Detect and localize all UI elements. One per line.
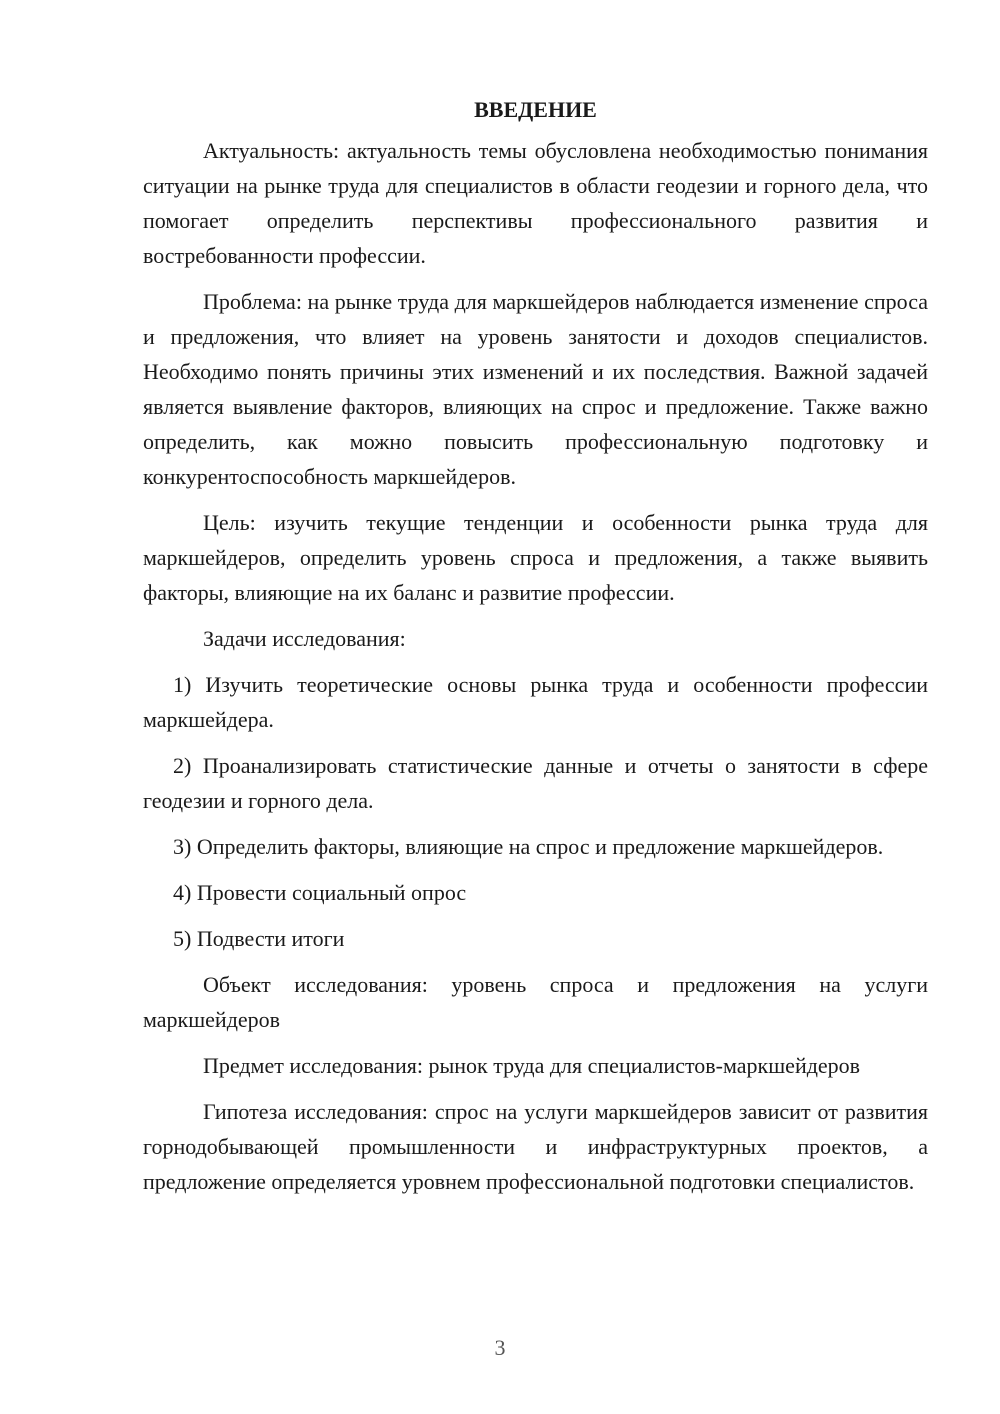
document-page xyxy=(143,93,928,1210)
tasks-heading: Задачи исследования: xyxy=(203,626,406,651)
paragraph-goal: Цель: изучить текущие тенденции и особенности рынка труда для маркшейдеров, определить уровень спроса и предложения, а также выявить факторы, влияющие на их баланс и развитие профессии. xyxy=(143,510,928,605)
list-item: 1) Изучить теоретические основы рынка труда и особенности профессии маркшейдера. xyxy=(143,672,928,732)
paragraph-subject: Предмет исследования: рынок труда для специалистов-маркшейдеров xyxy=(203,1053,861,1078)
paragraph-object: Объект исследования: уровень спроса и предложения на услуги маркшейдеров xyxy=(143,972,928,1032)
list-item: 2) Проанализировать статистические данные и отчеты о занятости в сфере геодезии и горного дела. xyxy=(143,753,928,813)
page-title: ВВЕДЕНИЕ xyxy=(474,97,597,122)
paragraph-hypothesis: Гипотеза исследования: спрос на услуги маркшейдеров зависит от развития горнодобывающей промышленности и инфраструктурных проектов, а предложение определяется уровнем профессиональной подготовки специалистов. xyxy=(143,1099,928,1194)
paragraph-problem: Проблема: на рынке труда для маркшейдеров наблюдается изменение спроса и предложения, что влияет на уровень занятости и доходов специалистов. Необходимо понять причины этих изменений и их последствия. Важной задачей является выявление факторов, влияющих на спрос и предложение. Также важно определить, как можно повысить профессиональную подготовку и конкурентоспособность маркшейдеров. xyxy=(143,289,928,489)
list-item: 4) Провести социальный опрос xyxy=(173,880,467,905)
list-item: 3) Определить факторы, влияющие на спрос и предложение маркшейдеров. xyxy=(173,834,884,859)
list-item: 5) Подвести итоги xyxy=(173,926,345,951)
paragraph-relevance: Актуальность: актуальность темы обусловлена необходимостью понимания ситуации на рынке труда для специалистов в области геодезии и горного дела, что помогает определить перспективы профессионального развития и востребованности профессии. xyxy=(143,138,928,268)
page-number: 3 xyxy=(494,1335,506,1360)
